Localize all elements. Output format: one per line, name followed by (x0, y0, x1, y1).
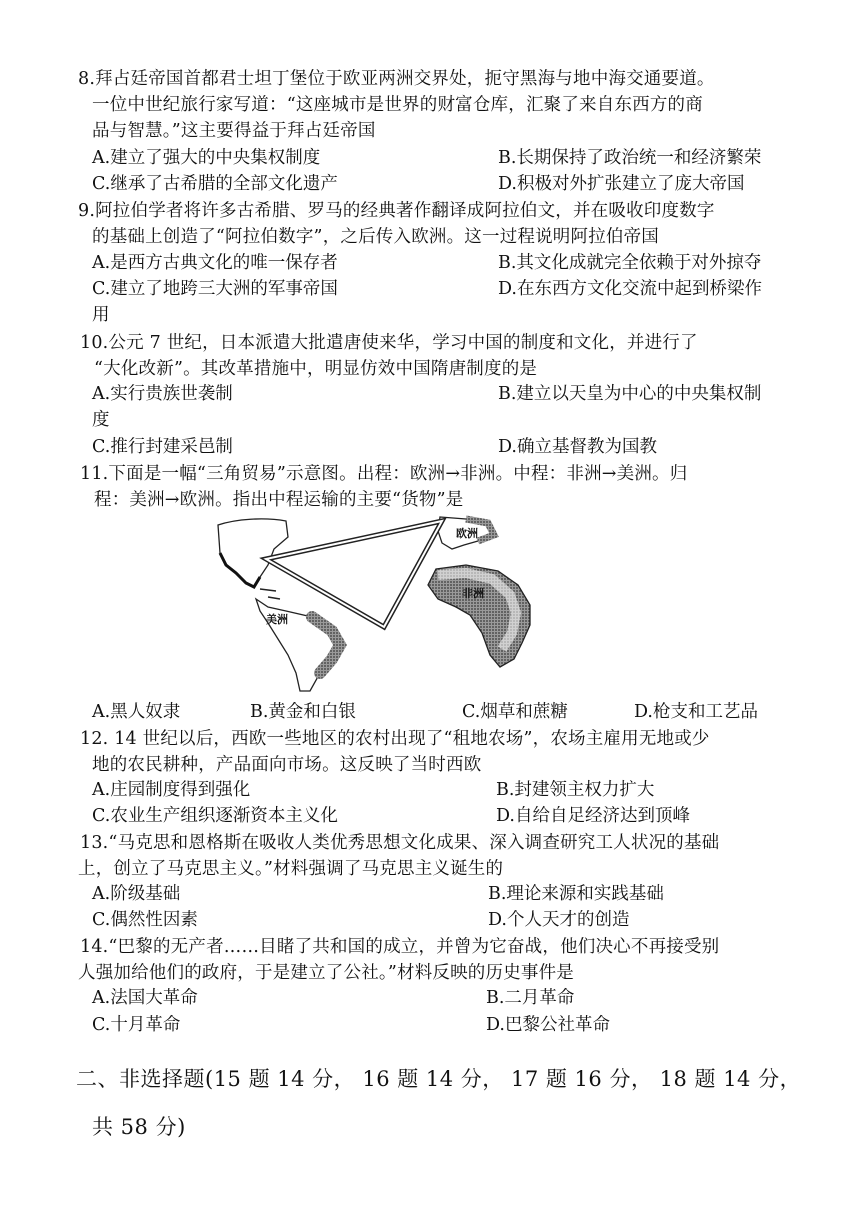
q9-stem-line-1: 9.阿拉伯学者将许多古希腊、罗马的经典著作翻译成阿拉伯文，并在吸收印度数字 (78, 201, 715, 221)
q12-stem-line-1: 12. 14 世纪以后，西欧一些地区的农村出现了“租地农场”，农场主雇用无地或少 (80, 729, 710, 749)
q12-option-c[interactable]: C.农业生产组织逐渐资本主义化 (92, 806, 338, 826)
q9-stem-line-2: 的基础上创造了“阿拉伯数字”，之后传入欧洲。这一过程说明阿拉伯帝国 (92, 227, 659, 247)
q11-option-d[interactable]: D.枪支和工艺品 (634, 702, 758, 722)
q14-option-c[interactable]: C.十月革命 (92, 1015, 181, 1035)
q14-stem-line-1: 14.“巴黎的无产者……目睹了共和国的成立，并曾为它奋战，他们决心不再接受别 (80, 937, 720, 957)
q10-option-b[interactable]: B.建立以天皇为中心的中央集权制 (498, 384, 762, 404)
q13-stem-line-1: 13.“马克思和恩格斯在吸收人类优秀思想文化成果、深入调查研究工人状况的基础 (80, 833, 720, 853)
q9-option-a[interactable]: A.是西方古典文化的唯一保存者 (92, 253, 338, 273)
q11-stem-line-2: 程：美洲→欧洲。指出中程运输的主要“货物”是 (94, 490, 464, 510)
q9-option-d[interactable]: D.在东西方文化交流中起到桥梁作 (498, 279, 762, 299)
q10-option-d[interactable]: D.确立基督教为国教 (498, 437, 657, 457)
q11-option-a[interactable]: A.黑人奴隶 (92, 702, 181, 722)
q13-option-c[interactable]: C.偶然性因素 (92, 910, 198, 930)
q11-option-b[interactable]: B.黄金和白银 (250, 702, 356, 722)
america-label: 美洲 (266, 614, 288, 626)
q12-stem-line-2: 地的农民耕种，产品面向市场。这反映了当时西欧 (92, 755, 482, 775)
africa-label: 非洲 (462, 588, 484, 600)
q10-option-c[interactable]: C.推行封建采邑制 (92, 437, 233, 457)
q10-stem-line-1: 10.公元 7 世纪，日本派遣大批遣唐使来华，学习中国的制度和文化，并进行了 (80, 333, 698, 353)
q10-option-a[interactable]: A.实行贵族世袭制 (92, 384, 233, 404)
triangle-trade-map (216, 515, 534, 693)
q12-option-a[interactable]: A.庄园制度得到强化 (92, 780, 251, 800)
q14-stem-line-2: 人强加给他们的政府，于是建立了公社。”材料反映的历史事件是 (78, 963, 574, 983)
q14-option-a[interactable]: A.法国大革命 (92, 988, 198, 1008)
q8-stem-line-1: 8.拜占廷帝国首都君士坦丁堡位于欧亚两洲交界处，扼守黑海与地中海交通要道。 (78, 69, 715, 89)
q13-option-a[interactable]: A.阶级基础 (92, 884, 181, 904)
q9-option-d-wrap: 用 (92, 305, 110, 325)
q9-option-c[interactable]: C.建立了地跨三大洲的军事帝国 (92, 279, 338, 299)
q8-option-c[interactable]: C.继承了古希腊的全部文化遗产 (92, 174, 338, 194)
q12-option-b[interactable]: B.封建领主权力扩大 (496, 780, 655, 800)
europe-label: 欧洲 (456, 528, 478, 540)
q8-option-d[interactable]: D.积极对外扩张建立了庞大帝国 (498, 174, 745, 194)
q13-stem-line-2: 上，创立了马克思主义。”材料强调了马克思主义诞生的 (78, 859, 504, 879)
q11-option-c[interactable]: C.烟草和蔗糖 (462, 702, 568, 722)
q14-option-b[interactable]: B.二月革命 (486, 988, 575, 1008)
q8-stem-line-3: 品与智慧。”这主要得益于拜占廷帝国 (92, 121, 376, 141)
q9-option-b[interactable]: B.其文化成就完全依赖于对外掠夺 (498, 253, 762, 273)
q12-option-d[interactable]: D.自给自足经济达到顶峰 (496, 806, 690, 826)
q8-option-b[interactable]: B.长期保持了政治统一和经济繁荣 (498, 148, 762, 168)
q8-stem-line-2: 一位中世纪旅行家写道：“这座城市是世界的财富仓库，汇聚了来自东西方的商 (92, 95, 703, 115)
q8-option-a[interactable]: A.建立了强大的中央集权制度 (92, 148, 321, 168)
q14-option-d[interactable]: D.巴黎公社革命 (486, 1015, 610, 1035)
q10-stem-line-2: “大化改新”。其改革措施中，明显仿效中国隋唐制度的是 (94, 359, 538, 379)
section-heading-line-2: 共 58 分) (92, 1115, 186, 1139)
q13-option-b[interactable]: B.理论来源和实践基础 (488, 884, 664, 904)
q10-option-b-wrap: 度 (92, 410, 110, 430)
q11-stem-line-1: 11.下面是一幅“三角贸易”示意图。出程：欧洲→非洲。中程：非洲→美洲。归 (80, 464, 688, 484)
section-heading-line-1: 二、非选择题(15 题 14 分， 16 题 14 分， 17 题 16 分， 18 题 14 分， (76, 1067, 802, 1091)
q13-option-d[interactable]: D.个人天才的创造 (488, 910, 630, 930)
